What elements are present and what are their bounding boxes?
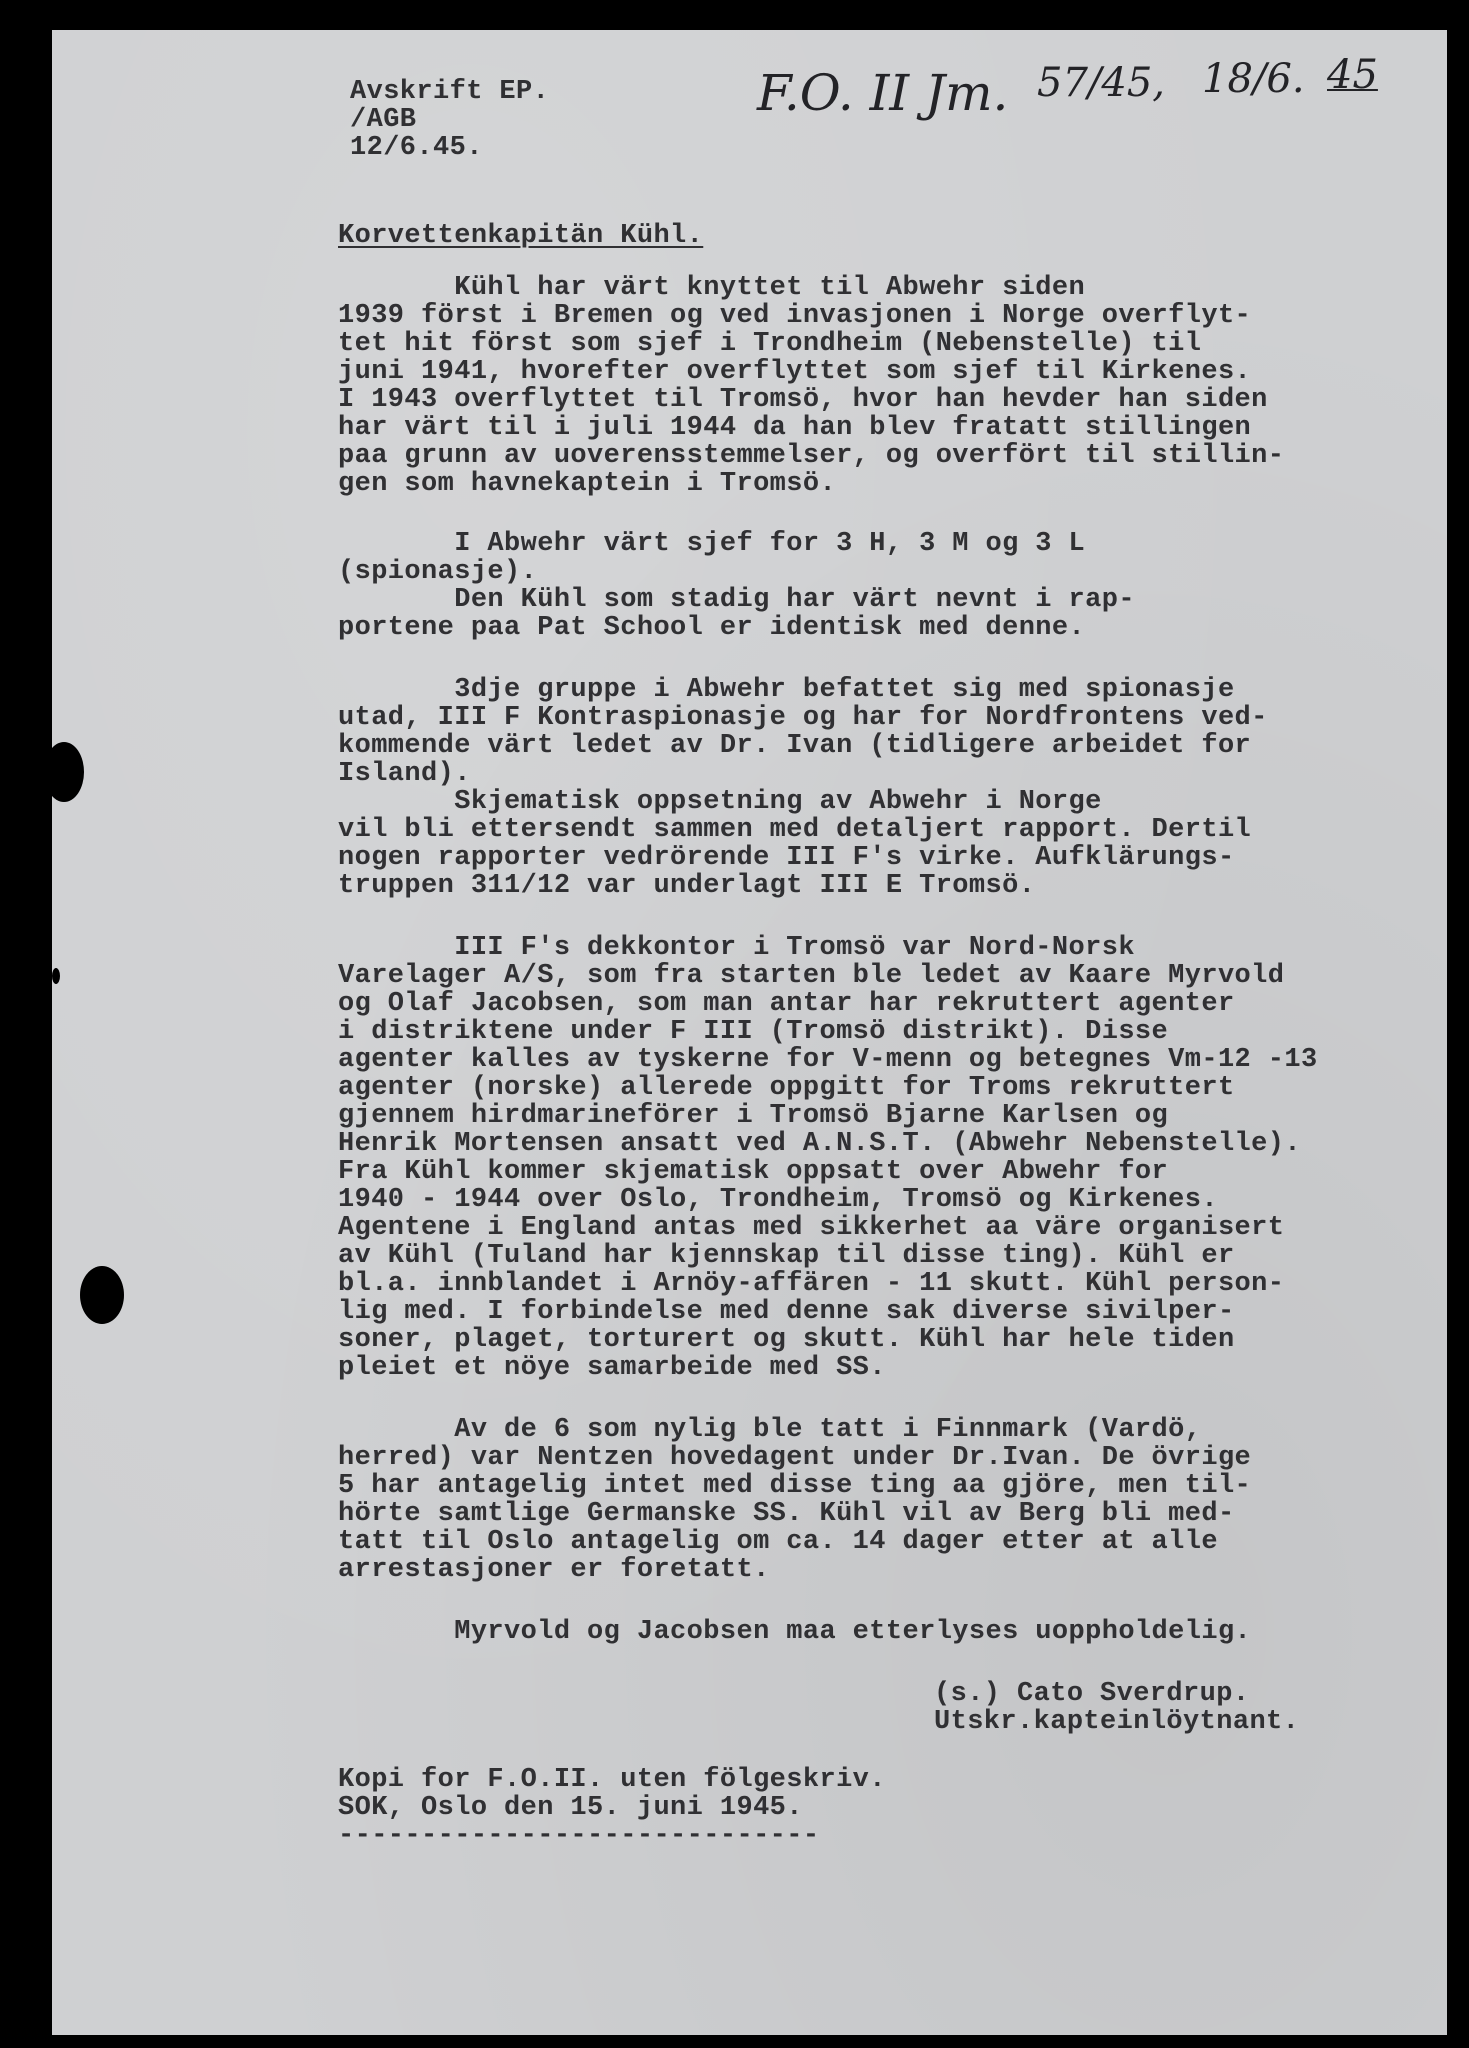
handwritten-reference: F.O. II Jm. <box>757 64 1009 122</box>
text-line: herred) var Nentzen hovedagent under Dr.Ivan. De övrige <box>338 1443 1252 1473</box>
text-line: gen som havnekaptein i Tromsö. <box>338 469 837 499</box>
text-line: III F's dekkontor i Tromsö var Nord-Norsk <box>338 933 1135 963</box>
text-line: (spionasje). <box>338 557 538 587</box>
text-line: juni 1941, hvorefter overflyttet som sjef til Kirkenes. <box>338 357 1252 387</box>
text-line: I Abwehr värt sjef for 3 H, 3 M og 3 L <box>338 529 1086 559</box>
text-line: og Olaf Jacobsen, som man antar har rekruttert agenter <box>338 989 1235 1019</box>
signature-title: Utskr.kapteinlöytnant. <box>934 1707 1300 1737</box>
punch-hole-bottom <box>80 1266 124 1324</box>
footer-date-line: SOK, Oslo den 15. juni 1945. <box>338 1793 803 1823</box>
text-line: truppen 311/12 var underlagt III E Tromsö. <box>338 871 1036 901</box>
punch-hole-top <box>52 742 84 802</box>
text-line: Av de 6 som nylig ble tatt i Finnmark (Vardö, <box>338 1415 1202 1445</box>
text-line: Kühl har värt knyttet til Abwehr siden <box>338 273 1086 303</box>
header-line-3: 12/6.45. <box>350 133 483 163</box>
text-line: 5 har antagelig intet med disse ting aa gjöre, men til- <box>338 1471 1252 1501</box>
text-line: paa grunn av uoverensstemmelser, og overfört til stillin- <box>338 441 1285 471</box>
header-line-1: Avskrift EP. <box>350 77 550 107</box>
text-line: 3dje gruppe i Abwehr befattet sig med spionasje <box>338 675 1235 705</box>
signature-name: (s.) Cato Sverdrup. <box>934 1679 1250 1709</box>
text-line: Fra Kühl kommer skjematisk oppsatt over Abwehr for <box>338 1157 1169 1187</box>
text-line: Den Kühl som stadig har värt nevnt i rap- <box>338 585 1135 615</box>
text-line: 1940 - 1944 over Oslo, Trondheim, Tromsö og Kirkenes. <box>338 1185 1218 1215</box>
text-line: agenter (norske) allerede oppgitt for Troms rekruttert <box>338 1073 1235 1103</box>
text-line: Agentene i England antas med sikkerhet aa väre organisert <box>338 1213 1285 1243</box>
handwritten-number: 57/45, <box>1037 60 1165 106</box>
text-line: Skjematisk oppsetning av Abwehr i Norge <box>338 787 1102 817</box>
handwritten-date: 18/6. <box>1202 56 1305 102</box>
text-line: lig med. I forbindelse med denne sak diverse sivilper- <box>338 1297 1235 1327</box>
text-line: kommende värt ledet av Dr. Ivan (tidligere arbeidet for <box>338 731 1252 761</box>
closing-line: Myrvold og Jacobsen maa etterlyses uoppholdelig. <box>338 1617 1252 1647</box>
text-line: utad, III F Kontraspionasje og har for Nordfrontens ved- <box>338 703 1268 733</box>
text-line: soner, plaget, torturert og skutt. Kühl har hele tiden <box>338 1325 1235 1355</box>
text-line: portene paa Pat School er identisk med denne. <box>338 613 1086 643</box>
text-line: Henrik Mortensen ansatt ved A.N.S.T. (Abwehr Nebenstelle). <box>338 1129 1301 1159</box>
text-line: vil bli ettersendt sammen med detaljert rapport. Dertil <box>338 815 1252 845</box>
text-line: i distriktene under F III (Tromsö distrikt). Disse <box>338 1017 1169 1047</box>
text-line: 1939 först i Bremen og ved invasjonen i Norge overflyt- <box>338 301 1252 331</box>
text-line: tet hit först som sjef i Trondheim (Nebenstelle) til <box>338 329 1202 359</box>
footer-copy-note: Kopi for F.O.II. uten fölgeskriv. <box>338 1765 886 1795</box>
text-line: pleiet et nöye samarbeide med SS. <box>338 1353 886 1383</box>
text-line: tatt til Oslo antagelig om ca. 14 dager etter at alle <box>338 1527 1218 1557</box>
text-line: agenter kalles av tyskerne for V-menn og betegnes Vm-12 -13 <box>338 1045 1318 1075</box>
text-line: Island). <box>338 759 471 789</box>
text-line: gjennem hirdmarineförer i Tromsö Bjarne Karlsen og <box>338 1101 1169 1131</box>
footer-rule: ----------------------------- <box>338 1821 820 1851</box>
text-line: nogen rapporter vedrörende III F's virke. Aufklärungs- <box>338 843 1235 873</box>
text-line: hörte samtlige Germanske SS. Kühl vil av Berg bli med- <box>338 1499 1235 1529</box>
punch-hole-small <box>52 968 60 984</box>
handwritten-year: 45 <box>1327 52 1378 98</box>
document-page <box>52 30 1447 2035</box>
text-line: av Kühl (Tuland har kjennskap til disse ting). Kühl er <box>338 1241 1235 1271</box>
text-line: I 1943 overflyttet til Tromsö, hvor han hevder han siden <box>338 385 1268 415</box>
text-line: har värt til i juli 1944 da han blev fratatt stillingen <box>338 413 1252 443</box>
text-line: arrestasjoner er foretatt. <box>338 1555 770 1585</box>
text-line: bl.a. innblandet i Arnöy-affären - 11 skutt. Kühl person- <box>338 1269 1285 1299</box>
document-title: Korvettenkapitän Kühl. <box>338 221 704 251</box>
header-line-2: /AGB <box>350 105 417 135</box>
text-line: Varelager A/S, som fra starten ble ledet av Kaare Myrvold <box>338 961 1285 991</box>
